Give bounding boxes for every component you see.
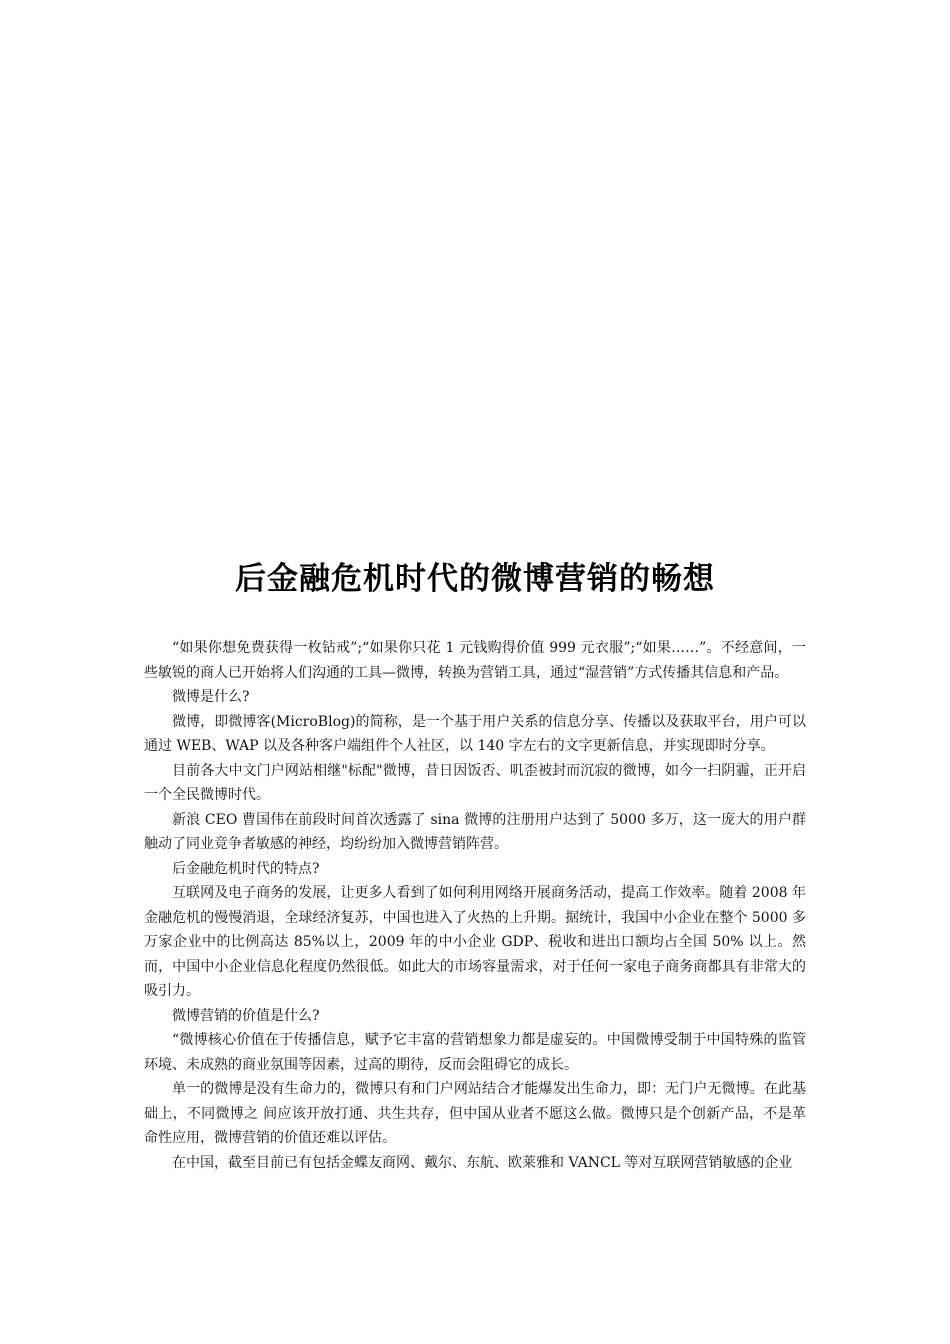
paragraph: “如果你想免费获得一枚钻戒”;“如果你只花 1 元钱购得价值 999 元衣服”;“如果……”。不经意间，一些敏锐的商人已开始将人们沟通的工具—微博，转换为营销工具，通过“湿营销”方式传播其信息和产品。 — [144, 640, 806, 681]
paragraph: 微博，即微博客(MicroBlog)的简称，是一个基于用户关系的信息分享、传播以及获取平台，用户可以通过 WEB、WAP 以及各种客户端组件个人社区，以 140 字左右的文字更新信息，并实现即时分享。 — [144, 713, 806, 754]
paragraph: 微博营销的价值是什么? — [172, 1007, 320, 1024]
paragraph: 微博是什么? — [172, 689, 250, 705]
paragraph: 目前各大中文门户网站相继"标配"微博，昔日因饭否、叽歪被封而沉寂的微博，如今一扫阴霾，正开启一个全民微博时代。 — [144, 762, 806, 803]
paragraph: 后金融危机时代的特点? — [172, 860, 320, 877]
paragraph: 单一的微博是没有生命力的，微博只有和门户网站结合才能爆发出生命力，即：无门户无微博。在此基础上，不同微博之 间应该开放打通、共生共存，但中国从业者不愿这么做。微博只是个创新产品，不是革命性应用，微博营销的价值还难以评估。 — [144, 1081, 806, 1146]
paragraph: 新浪 CEO 曹国伟在前段时间首次透露了 sina 微博的注册用户达到了 5000 多万，这一庞大的用户群触动了同业竞争者敏感的神经，均纷纷加入微博营销阵营。 — [144, 811, 806, 852]
document-body — [144, 636, 806, 1175]
paragraph: 互联网及电子商务的发展，让更多人看到了如何利用网络开展商务活动，提高工作效率。随着 2008 年金融危机的慢慢消退，全球经济复苏，中国也进入了火热的上升期。据统计，我国中小企业在整个 5000 多万家企业中的比例高达 85%以上，2009 年的中小企业 GDP、税收和进出口额均占全国 50% 以上。然而，中国中小企业信息化程度仍然很低。如此大的市场容量需求，对于任何一家电子商务商都具有非常大的吸引力。 — [144, 885, 806, 999]
paragraph: “微博核心价值在于传播信息，赋予它丰富的营销想象力都是虚妄的。中国微博受制于中国特殊的监管环境、未成熟的商业氛围等因素，过高的期待，反而会阻碍它的成长。 — [144, 1032, 806, 1073]
document-title: 后金融危机时代的微博营销的畅想 — [235, 561, 715, 597]
paragraph: 在中国，截至目前已有包括金蝶友商网、戴尔、东航、欧莱雅和 VANCL 等对互联网营销敏感的企业 — [172, 1154, 793, 1171]
